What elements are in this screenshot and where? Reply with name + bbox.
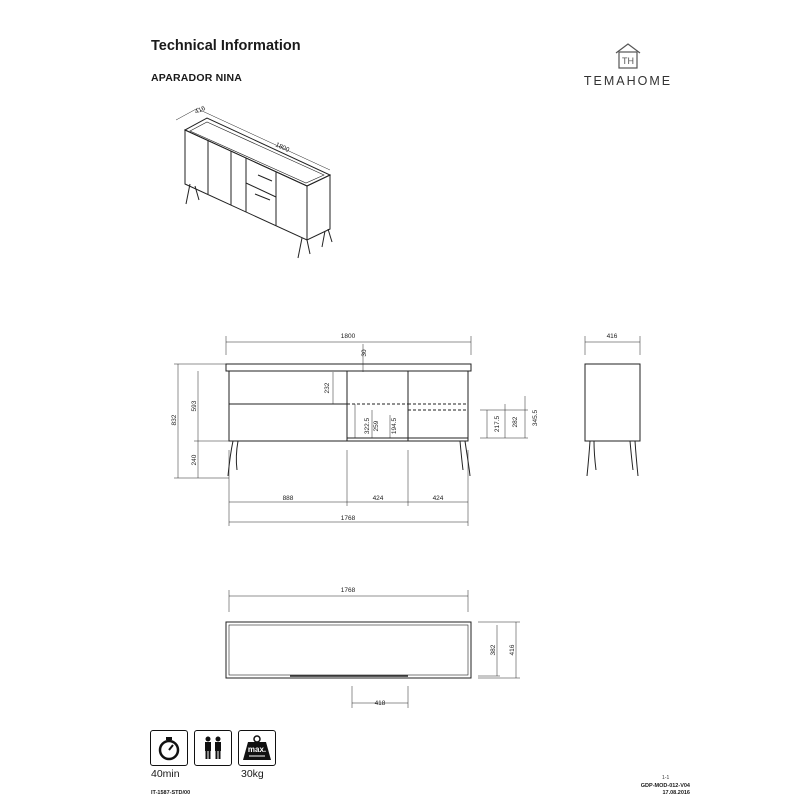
max-weight: 30kg bbox=[241, 768, 264, 780]
dim-259: 259 bbox=[373, 420, 380, 432]
dim-424-b: 424 bbox=[432, 495, 444, 502]
brand-name: TEMAHOME bbox=[583, 74, 673, 88]
dim-top-1768: 1768 bbox=[340, 587, 356, 594]
dim-legs-240: 240 bbox=[191, 454, 198, 466]
document-date: 17.08.2016 bbox=[662, 790, 690, 796]
assembly-time: 40min bbox=[151, 768, 180, 780]
document-code: GDP-MOD-012-V04 bbox=[640, 783, 690, 789]
dim-iso-width: 1800 bbox=[274, 141, 291, 154]
max-weight-icon bbox=[238, 730, 276, 766]
document-code-block bbox=[610, 783, 690, 797]
side-view bbox=[585, 336, 640, 476]
dim-top-382: 382 bbox=[490, 644, 497, 656]
dim-345-5: 345.5 bbox=[532, 409, 539, 427]
page-number: 1-1 bbox=[662, 775, 670, 781]
dim-282: 282 bbox=[512, 416, 519, 428]
dim-front-width: 1800 bbox=[340, 333, 356, 340]
reference-code: IT-1587-STD/00 bbox=[151, 790, 191, 796]
dim-424-a: 424 bbox=[372, 495, 384, 502]
top-view bbox=[226, 590, 520, 708]
dim-inner-1768: 1768 bbox=[340, 515, 356, 522]
stopwatch-icon bbox=[150, 730, 188, 766]
dim-top-thickness: 30 bbox=[361, 349, 368, 357]
dim-body-593: 593 bbox=[191, 400, 198, 412]
assembly-icons bbox=[150, 730, 276, 766]
two-persons-icon bbox=[194, 730, 232, 766]
isometric-view bbox=[176, 108, 332, 258]
dim-iso-depth: 416 bbox=[193, 104, 207, 116]
dim-194-5: 194.5 bbox=[391, 417, 398, 435]
dim-height-832: 832 bbox=[171, 414, 178, 426]
dim-322-5: 322.5 bbox=[364, 417, 371, 435]
front-view bbox=[174, 336, 528, 526]
dim-shelf-232: 232 bbox=[324, 382, 331, 394]
dim-side-depth: 416 bbox=[606, 333, 618, 340]
product-name: APARADOR NINA bbox=[151, 72, 243, 84]
logo-letters: TH bbox=[622, 56, 634, 66]
dim-217-5: 217.5 bbox=[494, 415, 501, 433]
dim-top-418: 418 bbox=[374, 700, 386, 707]
dim-888: 888 bbox=[282, 495, 294, 502]
dim-top-416: 416 bbox=[509, 644, 516, 656]
page-title: Technical Information bbox=[151, 38, 301, 54]
max-label: max. bbox=[247, 745, 267, 754]
